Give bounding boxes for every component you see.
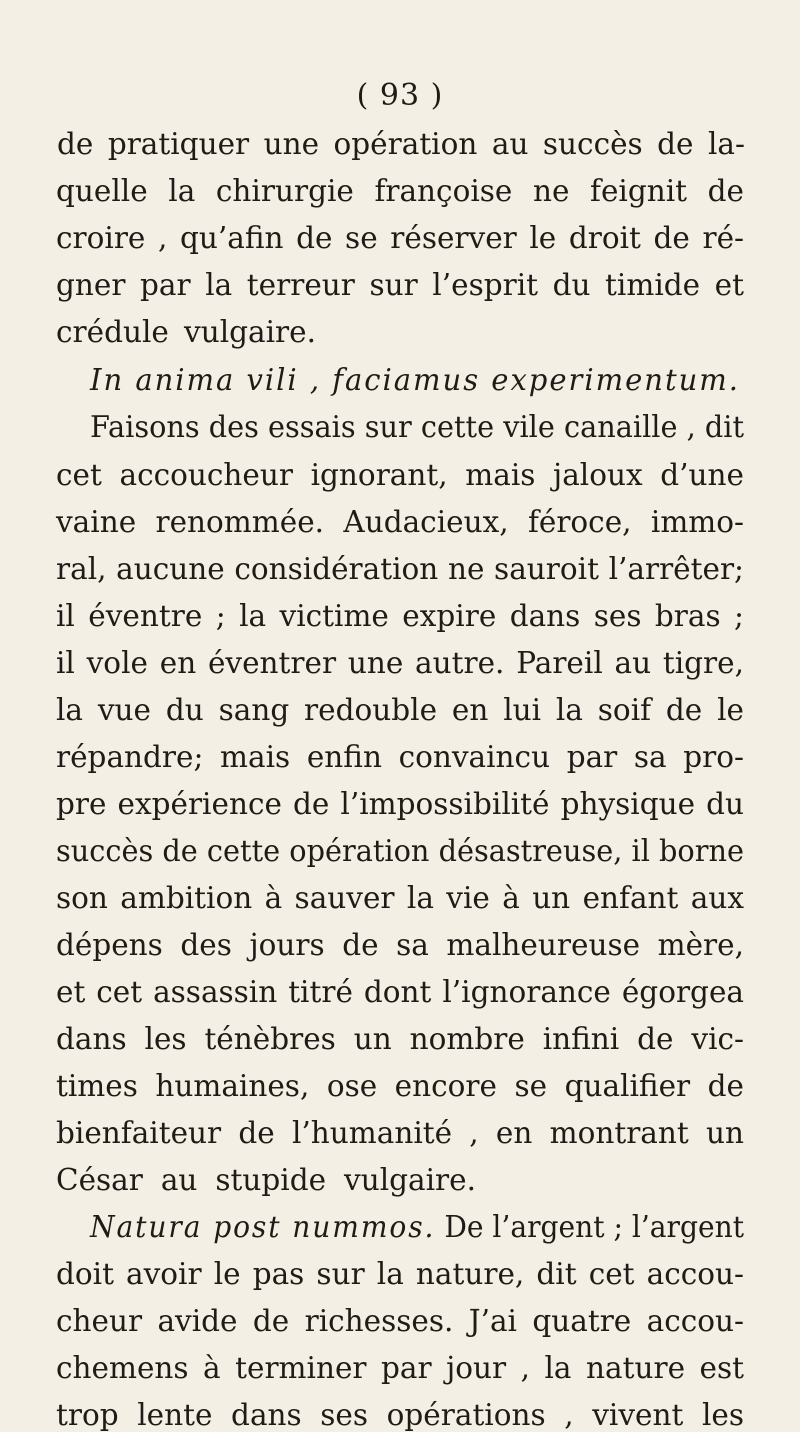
text-line: dans les ténèbres un nombre infini de vic-	[56, 1022, 744, 1056]
text-line: dépens des jours de sa malheureuse mère,	[56, 928, 744, 962]
text-line: vaine renommée. Audacieux, féroce, immo-	[56, 505, 744, 539]
text-line: pre expérience de l’impossibilité physique du	[56, 787, 744, 821]
text-line: César au stupide vulgaire.	[56, 1163, 476, 1197]
latin-quote-text: In anima vili , faciamus experimentum.	[90, 363, 740, 397]
text-line: il éventre ; la victime expire dans ses bras ;	[56, 599, 744, 633]
text-line: times humaines, ose encore se qualifier de	[56, 1069, 744, 1103]
text-line: Faisons des essais sur cette vile canaille , dit	[90, 410, 744, 444]
latin-quote-text: Natura post nummos.	[90, 1210, 436, 1244]
text-line: crédule vulgaire.	[56, 315, 316, 349]
text-line: il vole en éventrer une autre. Pareil au tigre,	[56, 646, 744, 680]
text-line: trop lente dans ses opérations , vivent les	[56, 1398, 744, 1432]
text-line: gner par la terreur sur l’esprit du timide et	[56, 268, 744, 302]
text-line: ral, aucune considération ne sauroit l’arrêter;	[56, 552, 744, 586]
text-line: cheur avide de richesses. J’ai quatre accou-	[56, 1304, 744, 1338]
text-line: cet accoucheur ignorant, mais jaloux d’une	[56, 458, 744, 492]
text-line: et cet assassin titré dont l’ignorance égorgea	[56, 975, 744, 1009]
latin-quote	[90, 363, 740, 397]
text-line: son ambition à sauver la vie à un enfant aux	[56, 881, 744, 915]
text-line: croire , qu’afin de se réserver le droit de ré-	[56, 221, 744, 255]
text-line: de pratiquer une opération au succès de la-	[57, 127, 745, 161]
latin-quote: Natura post nummos. De l’argent ; l’argent	[90, 1210, 744, 1244]
text-line: succès de cette opération désastreuse, il borne	[56, 834, 744, 868]
text-line: bienfaiteur de l’humanité , en montrant un	[56, 1116, 744, 1150]
text-line: chemens à terminer par jour , la nature est	[56, 1351, 744, 1385]
text-line: la vue du sang redouble en lui la soif de le	[56, 693, 744, 727]
text-line: doit avoir le pas sur la nature, dit cet accou-	[56, 1257, 744, 1291]
page-number: ( 93 )	[356, 78, 444, 113]
text-line: répandre; mais enfin convaincu par sa pro-	[56, 740, 744, 774]
text-line: quelle la chirurgie françoise ne feignit de	[56, 174, 744, 208]
